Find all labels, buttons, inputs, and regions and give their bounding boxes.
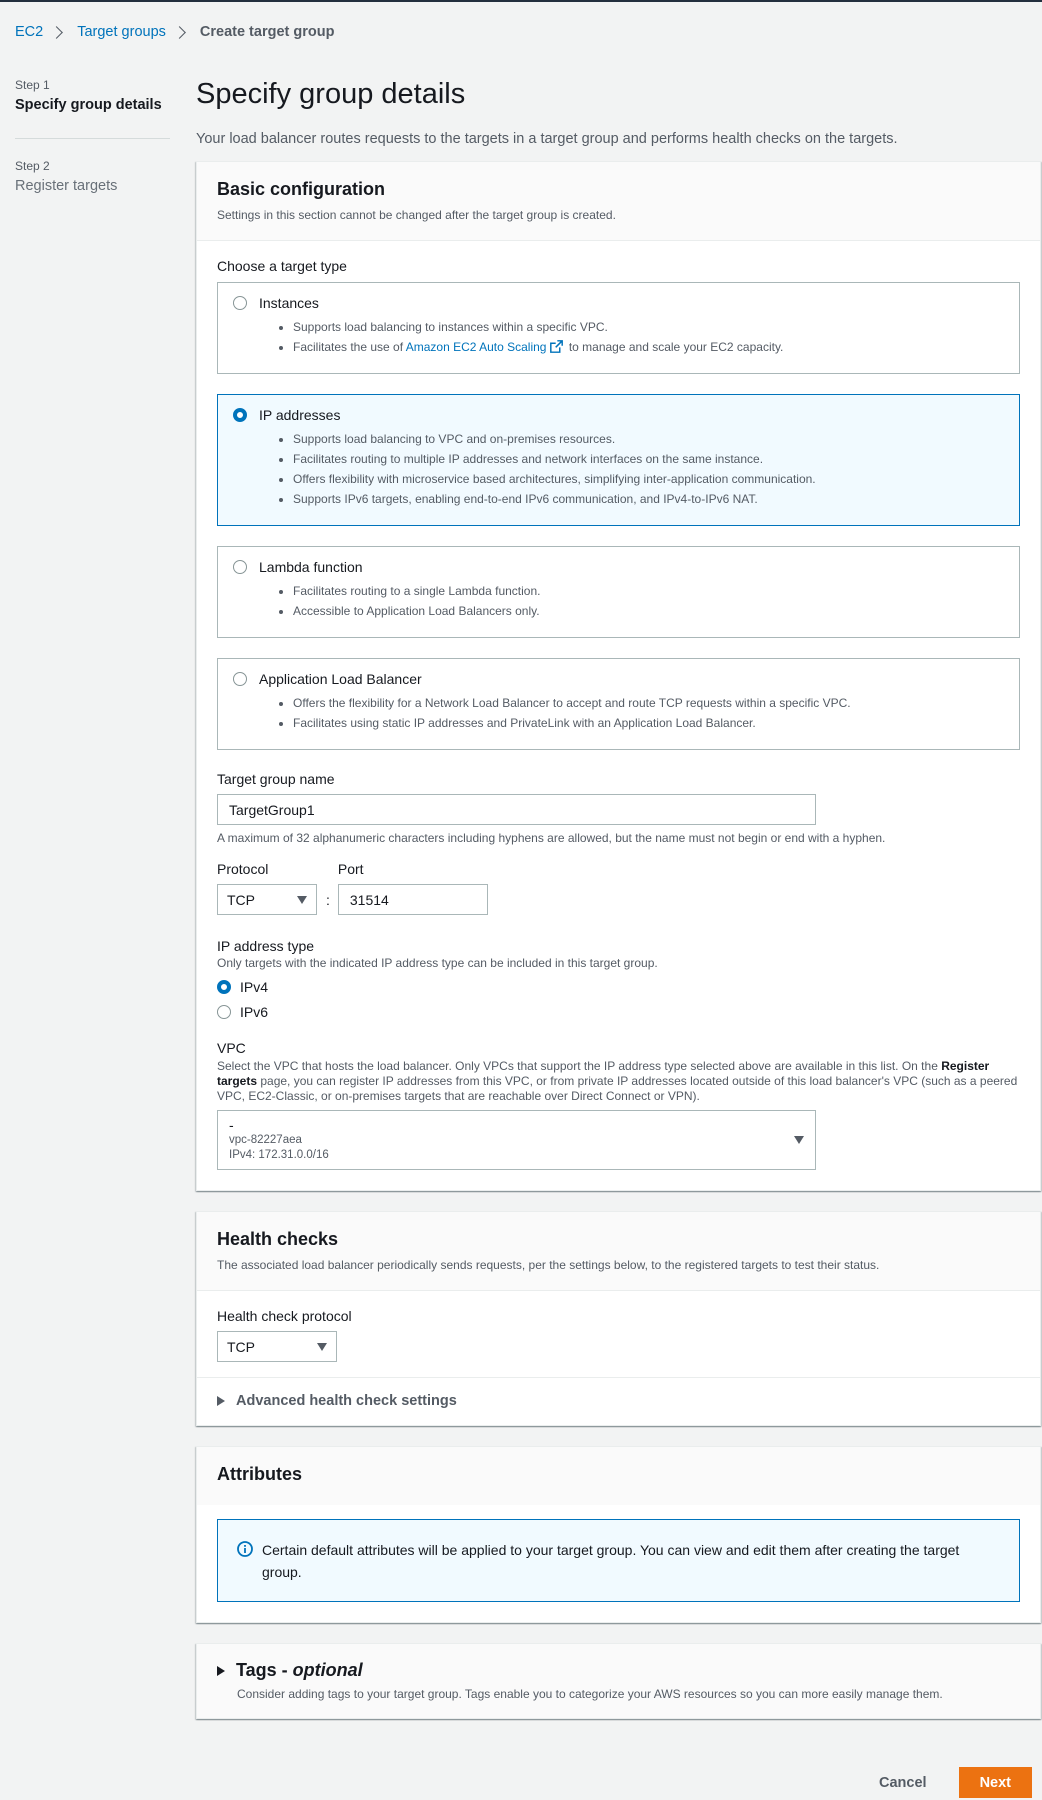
caret-down-icon — [297, 896, 307, 904]
target-group-name-hint: A maximum of 32 alphanumeric characters including hyphens are allowed, but the name must not begin or end with a hyphen. — [217, 831, 886, 845]
breadcrumb-ec2[interactable]: EC2 — [15, 24, 44, 40]
step-2 — [15, 159, 171, 207]
radio-lambda-function[interactable] — [233, 560, 247, 574]
port-label: Port — [337, 861, 364, 877]
target-group-name-label: Target group name — [217, 771, 335, 787]
vpc-cidr: IPv4: 172.31.0.0/16 — [229, 1149, 329, 1161]
ec2-auto-scaling-link[interactable]: Amazon EC2 Auto Scaling — [405, 340, 547, 354]
breadcrumb-target-groups[interactable]: Target groups — [77, 24, 166, 40]
step-1 — [15, 78, 171, 126]
health-checks-description: The associated load balancer periodically sends requests, per the settings below, to the registered targets to test their status. — [217, 1258, 880, 1272]
tile-lambda-function[interactable] — [217, 546, 1020, 638]
tile-alb-bullet: • Offers the flexibility for a Network Load Balancer to accept and route TCP requests within a specific VPC. — [293, 693, 1005, 713]
health-check-protocol-label: Health check protocol — [217, 1308, 352, 1324]
port-input[interactable] — [338, 884, 488, 915]
external-link-icon[interactable] — [550, 340, 563, 353]
vpc-name: - — [229, 1117, 234, 1133]
basic-configuration-panel — [196, 161, 1041, 1191]
tags-title-optional: optional — [292, 1660, 363, 1680]
health-check-protocol-select[interactable] — [217, 1331, 337, 1362]
attributes-alert-text: Certain default attributes will be applied to your target group. You can view and edit them after creating the target group. — [262, 1542, 960, 1580]
chevron-right-icon — [173, 26, 186, 39]
vpc-desc-part2: page, you can register IP addresses from this VPC, or from private IP addresses located outside of this load balancer's VPC (such as a peered VPC, EC2-Classic, or on-premises targets that are reachable over Direct Connect or VPN). — [217, 1074, 1018, 1103]
ipv6-option[interactable] — [217, 1004, 1020, 1020]
health-checks-title: Health checks — [217, 1229, 339, 1249]
health-checks-header — [197, 1212, 1040, 1291]
step-divider — [15, 138, 170, 139]
ipv4-option[interactable] — [217, 979, 1020, 995]
tile-instances-bullet — [293, 337, 1005, 357]
basic-configuration-description: Settings in this section cannot be changed after the target group is created. — [217, 208, 616, 222]
tile-ip-bullet: • Facilitates routing to multiple IP addresses and network interfaces on the same instance. — [293, 449, 1005, 469]
tile-ip-addresses-title: IP addresses — [259, 407, 341, 423]
tags-title-text: Tags - — [236, 1660, 293, 1680]
tile-ip-addresses[interactable] — [217, 394, 1020, 526]
tile-alb-bullet: • Facilitates using static IP addresses and PrivateLink with an Application Load Balancer. — [293, 713, 1005, 733]
vpc-id: vpc-82227aea — [229, 1134, 302, 1146]
advanced-health-check-label: Advanced health check settings — [236, 1393, 457, 1409]
vpc-select[interactable] — [217, 1110, 816, 1170]
wizard-actions — [879, 1767, 1032, 1798]
target-group-name-value: TargetGroup1 — [229, 801, 315, 818]
radio-ipv4[interactable] — [217, 980, 231, 994]
bullet-suffix: to manage and scale your EC2 capacity. — [565, 340, 784, 354]
tile-instances-bullet: • Supports load balancing to instances within a specific VPC. — [293, 317, 1005, 337]
caret-down-icon — [317, 1343, 327, 1351]
tile-lambda-bullet: • Facilitates routing to a single Lambda function. — [293, 581, 1005, 601]
radio-ip-addresses[interactable] — [233, 408, 247, 422]
step-2-number: Step 2 — [15, 159, 50, 173]
caret-down-icon — [794, 1136, 804, 1144]
basic-configuration-header — [197, 162, 1040, 241]
caret-right-icon — [217, 1666, 225, 1676]
wizard-steps — [15, 78, 171, 207]
ip-address-type-label: IP address type — [217, 938, 315, 954]
ipv4-label: IPv4 — [240, 979, 269, 995]
info-icon — [237, 1541, 253, 1557]
radio-application-load-balancer[interactable] — [233, 672, 247, 686]
chevron-right-icon — [50, 26, 63, 39]
bullet-prefix: Facilitates the use of — [293, 340, 406, 354]
attributes-title: Attributes — [217, 1464, 302, 1484]
protocol-select[interactable] — [217, 884, 317, 915]
tags-panel — [196, 1643, 1041, 1719]
breadcrumb — [15, 24, 334, 40]
radio-instances[interactable] — [233, 296, 247, 310]
attributes-header — [197, 1447, 1040, 1505]
attributes-panel — [196, 1446, 1041, 1623]
page-description: Your load balancer routes requests to the targets in a target group and performs health checks on the targets. — [196, 131, 898, 147]
tags-title — [236, 1660, 363, 1681]
tile-lambda-title: Lambda function — [259, 559, 363, 575]
health-check-protocol-value: TCP — [227, 1338, 255, 1355]
protocol-port-separator: : — [326, 892, 330, 908]
tile-instances[interactable] — [217, 282, 1020, 374]
protocol-port-row — [217, 861, 1020, 915]
protocol-label: Protocol — [217, 861, 269, 877]
vpc-label: VPC — [217, 1040, 246, 1056]
breadcrumb-current: Create target group — [199, 24, 335, 40]
next-button[interactable]: Next — [959, 1767, 1032, 1798]
tags-toggle[interactable] — [217, 1660, 1020, 1681]
tile-ip-bullet: • Offers flexibility with microservice based architectures, simplifying inter-application communication. — [293, 469, 1005, 489]
tile-ip-bullet: • Supports load balancing to VPC and on-premises resources. — [293, 429, 1005, 449]
tile-instances-title: Instances — [259, 295, 319, 311]
step-2-title: Register targets — [15, 178, 118, 194]
tags-description: Consider adding tags to your target group. Tags enable you to categorize your AWS resources so you can more easily manage them. — [237, 1687, 943, 1701]
basic-configuration-title: Basic configuration — [217, 179, 386, 199]
health-checks-panel — [196, 1211, 1041, 1426]
ip-address-type-description: Only targets with the indicated IP address type can be included in this target group. — [217, 956, 658, 970]
attributes-info-alert — [217, 1519, 1020, 1602]
protocol-value: TCP — [227, 891, 255, 908]
ipv6-label: IPv6 — [240, 1004, 269, 1020]
tile-lambda-bullet: • Accessible to Application Load Balancers only. — [293, 601, 1005, 621]
main-content — [196, 78, 1041, 1719]
target-type-label: Choose a target type — [217, 258, 347, 274]
vpc-description — [217, 1059, 1020, 1104]
page-title: Specify group details — [196, 78, 466, 110]
step-1-title: Specify group details — [15, 97, 162, 113]
vpc-desc-part1: Select the VPC that hosts the load balancer. Only VPCs that support the IP address type selected above are available in this list. On the — [217, 1059, 942, 1073]
tile-application-load-balancer[interactable] — [217, 658, 1020, 750]
radio-ipv6[interactable] — [217, 1005, 231, 1019]
port-value: 31514 — [349, 891, 389, 908]
tile-ip-bullet: • Supports IPv6 targets, enabling end-to-end IPv6 communication, and IPv4-to-IPv6 NAT. — [293, 489, 1005, 509]
step-1-number: Step 1 — [15, 78, 50, 92]
target-group-name-input[interactable] — [217, 794, 816, 825]
tile-alb-title: Application Load Balancer — [259, 671, 422, 687]
cancel-button[interactable]: Cancel — [879, 1774, 927, 1791]
advanced-health-check-toggle[interactable] — [217, 1393, 1020, 1409]
vpc-desc-bold: Register targets — [217, 1059, 990, 1088]
caret-right-icon — [217, 1396, 225, 1406]
